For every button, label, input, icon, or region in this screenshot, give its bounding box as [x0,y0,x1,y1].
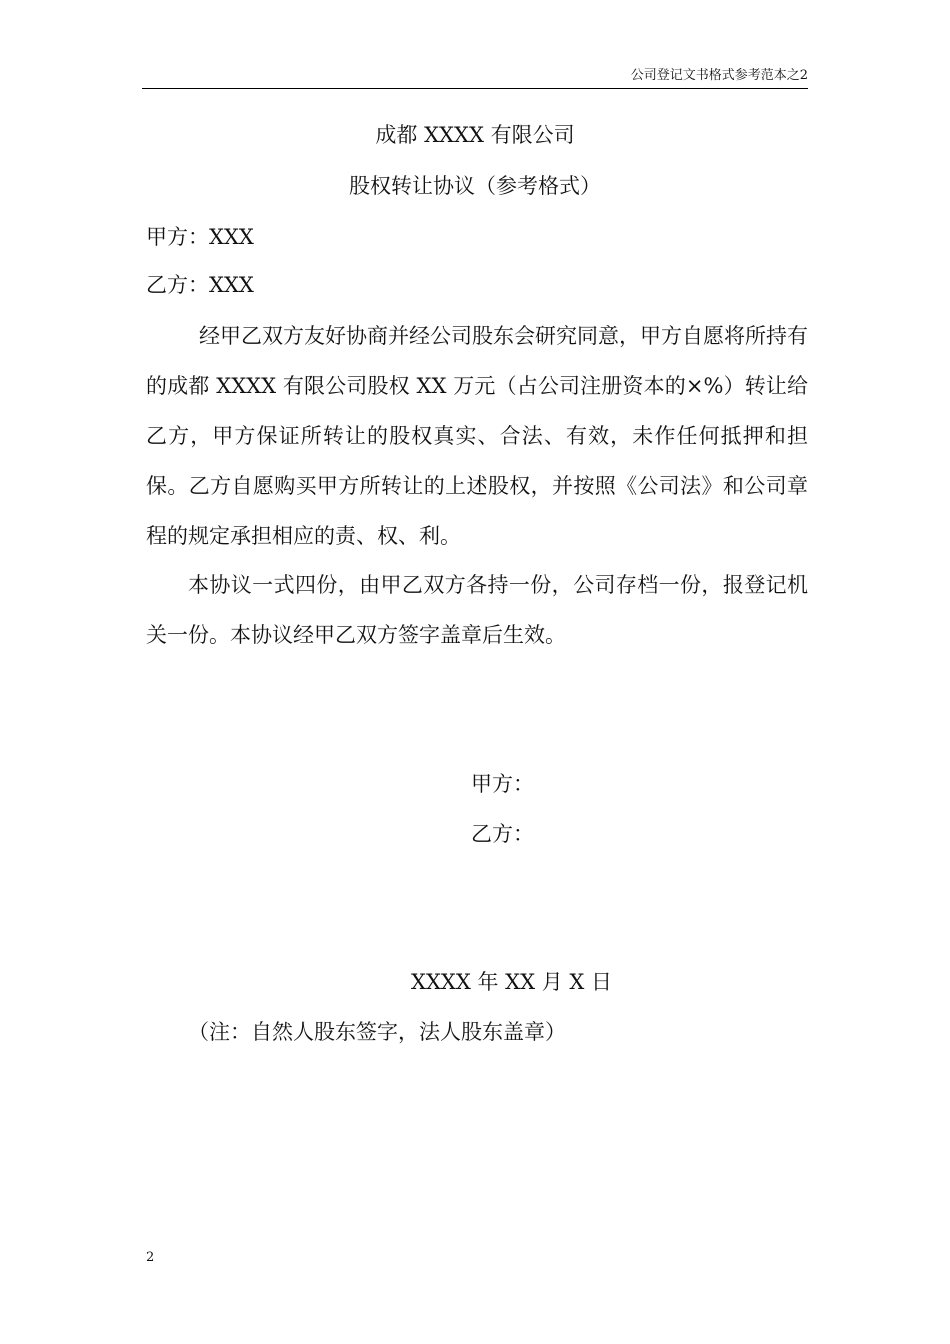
page-header [142,68,808,89]
agreement-date: XXXX 年 XX 月 X 日 [411,970,613,994]
signature-note: （注：自然人股东签字，法人股东盖章） [188,1020,566,1044]
document-title-agreement: 股权转让协议（参考格式） [349,174,601,198]
signature-party-a: 甲方： [471,772,534,796]
party-a-line: 甲方：XXX [146,225,254,249]
agreement-body-paragraph: 经甲乙双方友好协商并经公司股东会研究同意，甲方自愿将所持有的成都 XXXX 有限公司股权 XX 万元（占公司注册资本的×%）转让给乙方，甲方保证所转让的股权真实、合法、有效，未作任何抵押和担保。乙方自愿购买甲方所转让的上述股权，并按照《公司法》和公司章程的规定承担相应的责、权、利。 [146,324,808,548]
page-number: 2 [146,1250,155,1265]
party-b-line: 乙方：XXX [146,273,254,297]
agreement-copies-paragraph: 本协议一式四份，由甲乙双方各持一份，公司存档一份，报登记机关一份。本协议经甲乙双方签字盖章后生效。 [146,573,808,647]
document-title-company: 成都 XXXX 有限公司 [375,123,575,147]
header-text: 公司登记文书格式参考范本之2 [630,68,808,83]
signature-party-b: 乙方： [471,822,534,846]
